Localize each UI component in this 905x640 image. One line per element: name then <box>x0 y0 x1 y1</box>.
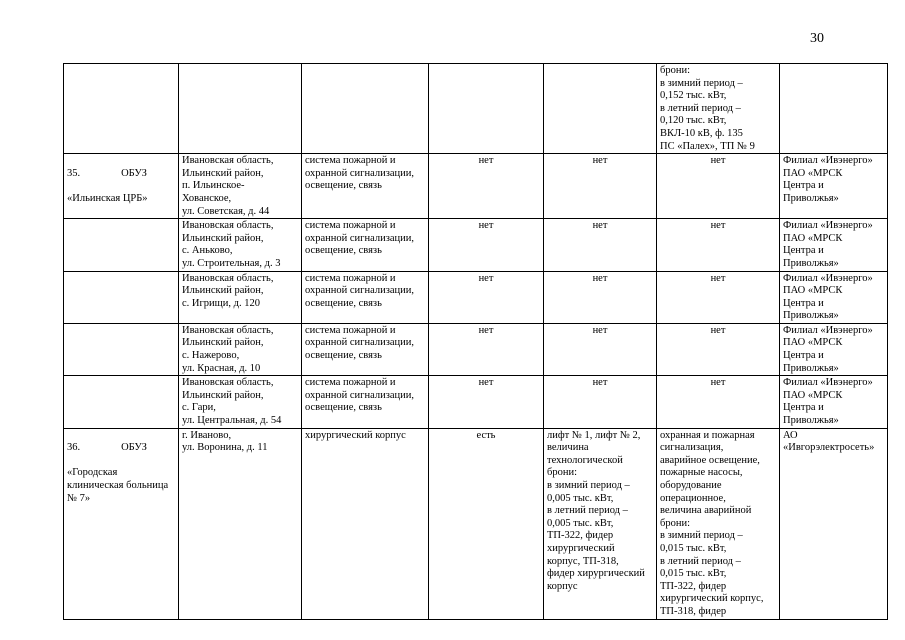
reserve-cell: есть <box>429 428 544 619</box>
org-name: «Ильинская ЦРБ» <box>67 192 148 204</box>
org-cell <box>64 323 179 375</box>
tech-reserve-cell: нет <box>657 154 780 219</box>
power-source-cell: нет <box>544 376 657 428</box>
supplier-cell: Филиал «Ивэнерго» ПАО «МРСК Центра и Приволжья» <box>780 376 888 428</box>
address-cell: г. Иваново, ул. Воронина, д. 11 <box>179 428 302 619</box>
table-row <box>64 428 888 619</box>
power-source-cell: лифт № 1, лифт № 2, величина технологической брони: в зимний период – 0,005 тыс. кВт, в летний период – 0,005 тыс. кВт, ТП-322, фидер хирургический корпус, ТП-318, фидер хирургический корпус <box>544 428 657 619</box>
table-row <box>64 219 888 271</box>
address-cell: Ивановская область, Ильинский район, с. Игрищи, д. 120 <box>179 271 302 323</box>
supplier-cell: АО «Ивгорэлектросеть» <box>780 428 888 619</box>
address-cell <box>179 64 302 154</box>
table-row <box>64 323 888 375</box>
object-cell <box>302 64 429 154</box>
address-cell: Ивановская область, Ильинский район, п. Ильинское- Хованское, ул. Советская, д. 44 <box>179 154 302 219</box>
reserve-cell <box>429 64 544 154</box>
tech-reserve-cell: нет <box>657 323 780 375</box>
object-cell: хирургический корпус <box>302 428 429 619</box>
org-type: ОБУЗ <box>121 167 147 179</box>
org-type: ОБУЗ <box>121 442 147 454</box>
power-source-cell: нет <box>544 154 657 219</box>
object-cell: система пожарной и охранной сигнализации, освещение, связь <box>302 323 429 375</box>
tech-reserve-cell: нет <box>657 219 780 271</box>
tech-reserve-cell: охранная и пожарная сигнализация, аварийное освещение, пожарные насосы, оборудование операционное, величина аварийной брони: в зимний период – 0,015 тыс. кВт, в летний период – 0,015 тыс. кВт, ТП-322, фидер хирургический корпус, ТП-318, фидер <box>657 428 780 619</box>
power-source-cell: нет <box>544 323 657 375</box>
address-cell: Ивановская область, Ильинский район, с. Нажерово, ул. Красная, д. 10 <box>179 323 302 375</box>
supplier-cell: Филиал «Ивэнерго» ПАО «МРСК Центра и Приволжья» <box>780 154 888 219</box>
object-cell: система пожарной и охранной сигнализации, освещение, связь <box>302 219 429 271</box>
org-cell <box>64 64 179 154</box>
power-supply-table <box>63 63 888 620</box>
org-name: «Городская клиническая больница № 7» <box>67 467 169 504</box>
reserve-cell: нет <box>429 271 544 323</box>
supplier-cell: Филиал «Ивэнерго» ПАО «МРСК Центра и Приволжья» <box>780 323 888 375</box>
object-cell: система пожарной и охранной сигнализации, освещение, связь <box>302 154 429 219</box>
table-row <box>64 376 888 428</box>
address-cell: Ивановская область, Ильинский район, с. Аньково, ул. Строительная, д. 3 <box>179 219 302 271</box>
org-cell <box>64 219 179 271</box>
page-number: 30 <box>810 31 824 46</box>
row-number: 36. <box>67 442 81 454</box>
tech-reserve-cell: брони: в зимний период – 0,152 тыс. кВт, в летний период – 0,120 тыс. кВт, ВКЛ-10 кВ, ф. 135 ПС «Палех», ТП № 9 <box>657 64 780 154</box>
org-cell <box>64 376 179 428</box>
reserve-cell: нет <box>429 323 544 375</box>
reserve-cell: нет <box>429 376 544 428</box>
org-cell <box>64 428 179 619</box>
power-source-cell: нет <box>544 219 657 271</box>
tech-reserve-cell: нет <box>657 271 780 323</box>
supplier-cell: Филиал «Ивэнерго» ПАО «МРСК Центра и Приволжья» <box>780 271 888 323</box>
reserve-cell: нет <box>429 154 544 219</box>
power-source-cell <box>544 64 657 154</box>
org-cell <box>64 154 179 219</box>
supplier-cell: Филиал «Ивэнерго» ПАО «МРСК Центра и Приволжья» <box>780 219 888 271</box>
supplier-cell <box>780 64 888 154</box>
reserve-cell: нет <box>429 219 544 271</box>
tech-reserve-cell: нет <box>657 376 780 428</box>
table-row <box>64 271 888 323</box>
address-cell: Ивановская область, Ильинский район, с. Гари, ул. Центральная, д. 54 <box>179 376 302 428</box>
object-cell: система пожарной и охранной сигнализации, освещение, связь <box>302 376 429 428</box>
table-row <box>64 64 888 154</box>
org-cell <box>64 271 179 323</box>
object-cell: система пожарной и охранной сигнализации, освещение, связь <box>302 271 429 323</box>
power-source-cell: нет <box>544 271 657 323</box>
row-number: 35. <box>67 167 81 179</box>
table-row <box>64 154 888 219</box>
